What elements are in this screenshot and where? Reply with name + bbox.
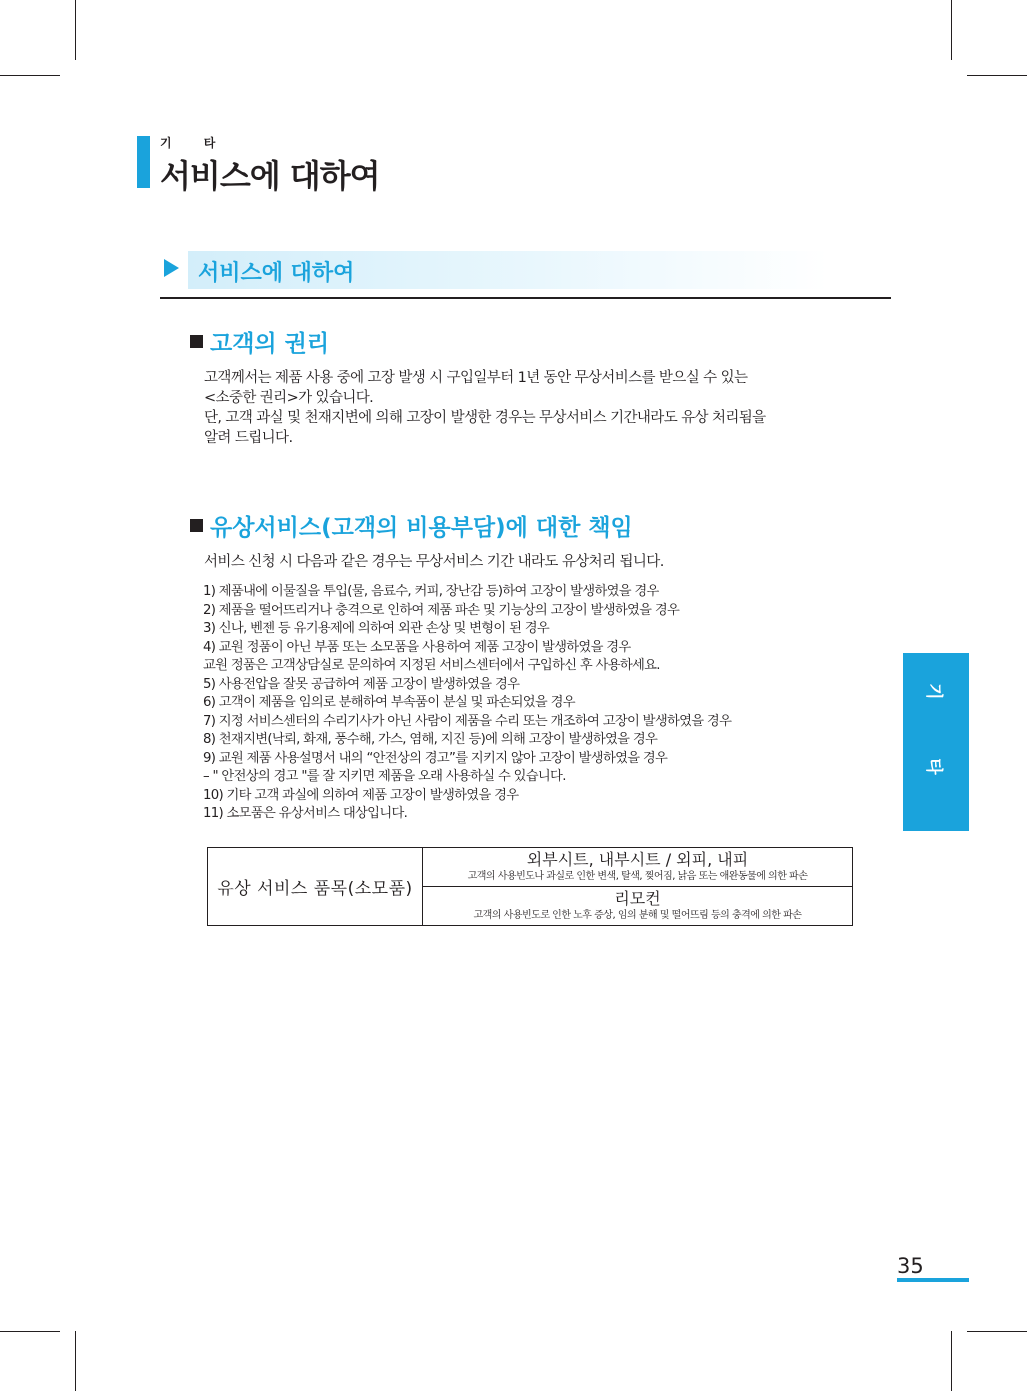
table-item-note: 고객의 사용빈도로 인한 노후 증상, 임의 분해 및 떨어뜨림 등의 충격에 의한 파손 — [473, 910, 802, 921]
paid-service-heading: 유상서비스(고객의 비용부담)에 대한 책임 — [210, 515, 633, 541]
list-item: 7) 지정 서비스센터의 수리기사가 아닌 사람이 제품을 수리 또는 개조하여 고장이 발생하였을 경우 — [203, 713, 732, 729]
crop-mark — [75, 0, 76, 60]
list-item: 3) 신나, 벤젠 등 유기용제에 의하여 외관 손상 및 변형이 된 경우 — [203, 621, 550, 636]
rights-paragraph — [204, 368, 766, 448]
side-chapter-tab — [903, 653, 969, 831]
list-item: 교원 정품은 고객상담실로 문의하여 지정된 서비스센터에서 구입하신 후 사용하세요. — [203, 658, 660, 673]
chapter-accent-bar — [137, 136, 150, 188]
table-item-cell — [423, 887, 853, 926]
crop-mark — [0, 75, 60, 76]
rights-line: 알려 드립니다. — [204, 430, 293, 446]
section-title: 서비스에 대하여 — [198, 261, 355, 286]
paid-conditions-list — [203, 583, 731, 824]
list-item: 8) 천재지변(낙뢰, 화재, 풍수해, 가스, 염해, 지진 등)에 의해 고장이 발생하였을 경우 — [203, 732, 658, 747]
page-number: 35 — [897, 1254, 924, 1278]
table-item-cell — [423, 848, 853, 887]
crop-mark — [0, 1331, 60, 1332]
square-bullet-icon — [190, 519, 203, 532]
chapter-label: 기 타 — [160, 136, 230, 150]
page-title: 서비스에 대하여 — [160, 157, 380, 195]
list-item: 10) 기타 고객 과실에 의하여 제품 고장이 발생하였을 경우 — [203, 787, 519, 803]
crop-mark — [75, 1331, 76, 1391]
table-category-cell: 유상 서비스 품목(소모품) — [208, 848, 423, 926]
crop-mark — [951, 1331, 952, 1391]
side-tab-char: 타 — [923, 758, 944, 775]
list-item: 6) 고객이 제품을 임의로 분해하여 부속품이 분실 및 파손되었을 경우 — [203, 695, 575, 710]
triangle-right-icon — [164, 259, 179, 277]
list-item: 11) 소모품은 유상서비스 대상입니다. — [203, 806, 408, 821]
list-item: 5) 사용전압을 잘못 공급하여 제품 고장이 발생하였을 경우 — [203, 676, 520, 692]
crop-mark — [951, 0, 952, 60]
side-tab-char: 기 — [923, 683, 944, 700]
list-item: – " 안전상의 경고 "를 잘 지키면 제품을 오래 사용하실 수 있습니다. — [203, 769, 566, 784]
crop-mark — [967, 1331, 1027, 1332]
table-item-name: 외부시트, 내부시트 / 외피, 내피 — [526, 850, 749, 869]
crop-mark — [967, 75, 1027, 76]
page-number-rule — [897, 1278, 969, 1282]
list-item: 2) 제품을 떨어뜨리거나 충격으로 인하여 제품 파손 및 기능상의 고장이 발생하였을 경우 — [203, 602, 680, 618]
section-divider — [160, 297, 891, 299]
list-item: 1) 제품내에 이물질을 투입(물, 음료수, 커피, 장난감 등)하여 고장이 발생하였을 경우 — [203, 584, 659, 599]
rights-line: <소중한 권리>가 있습니다. — [204, 390, 374, 406]
square-bullet-icon — [190, 335, 203, 348]
consumables-table — [207, 847, 853, 926]
table-item-name: 리모컨 — [614, 889, 661, 908]
rights-heading: 고객의 권리 — [210, 331, 330, 357]
list-item: 9) 교원 제품 사용설명서 내의 “안전상의 경고”를 지키지 않아 고장이 발생하였을 경우 — [203, 750, 668, 766]
rights-line: 고객께서는 제품 사용 중에 고장 발생 시 구입일부터 1년 동안 무상서비스를 받으실 수 있는 — [204, 370, 748, 386]
paid-intro: 서비스 신청 시 다음과 같은 경우는 무상서비스 기간 내라도 유상처리 됩니다. — [204, 554, 664, 570]
list-item: 4) 교원 정품이 아닌 부품 또는 소모품을 사용하여 제품 고장이 발생하였을 경우 — [203, 639, 631, 655]
table-item-note: 고객의 사용빈도나 과실로 인한 변색, 탈색, 찢어짐, 낡음 또는 애완동물에 의한 파손 — [467, 871, 808, 882]
rights-line: 단, 고객 과실 및 천재지변에 의해 고장이 발생한 경우는 무상서비스 기간내라도 유상 처리됨을 — [204, 410, 766, 426]
